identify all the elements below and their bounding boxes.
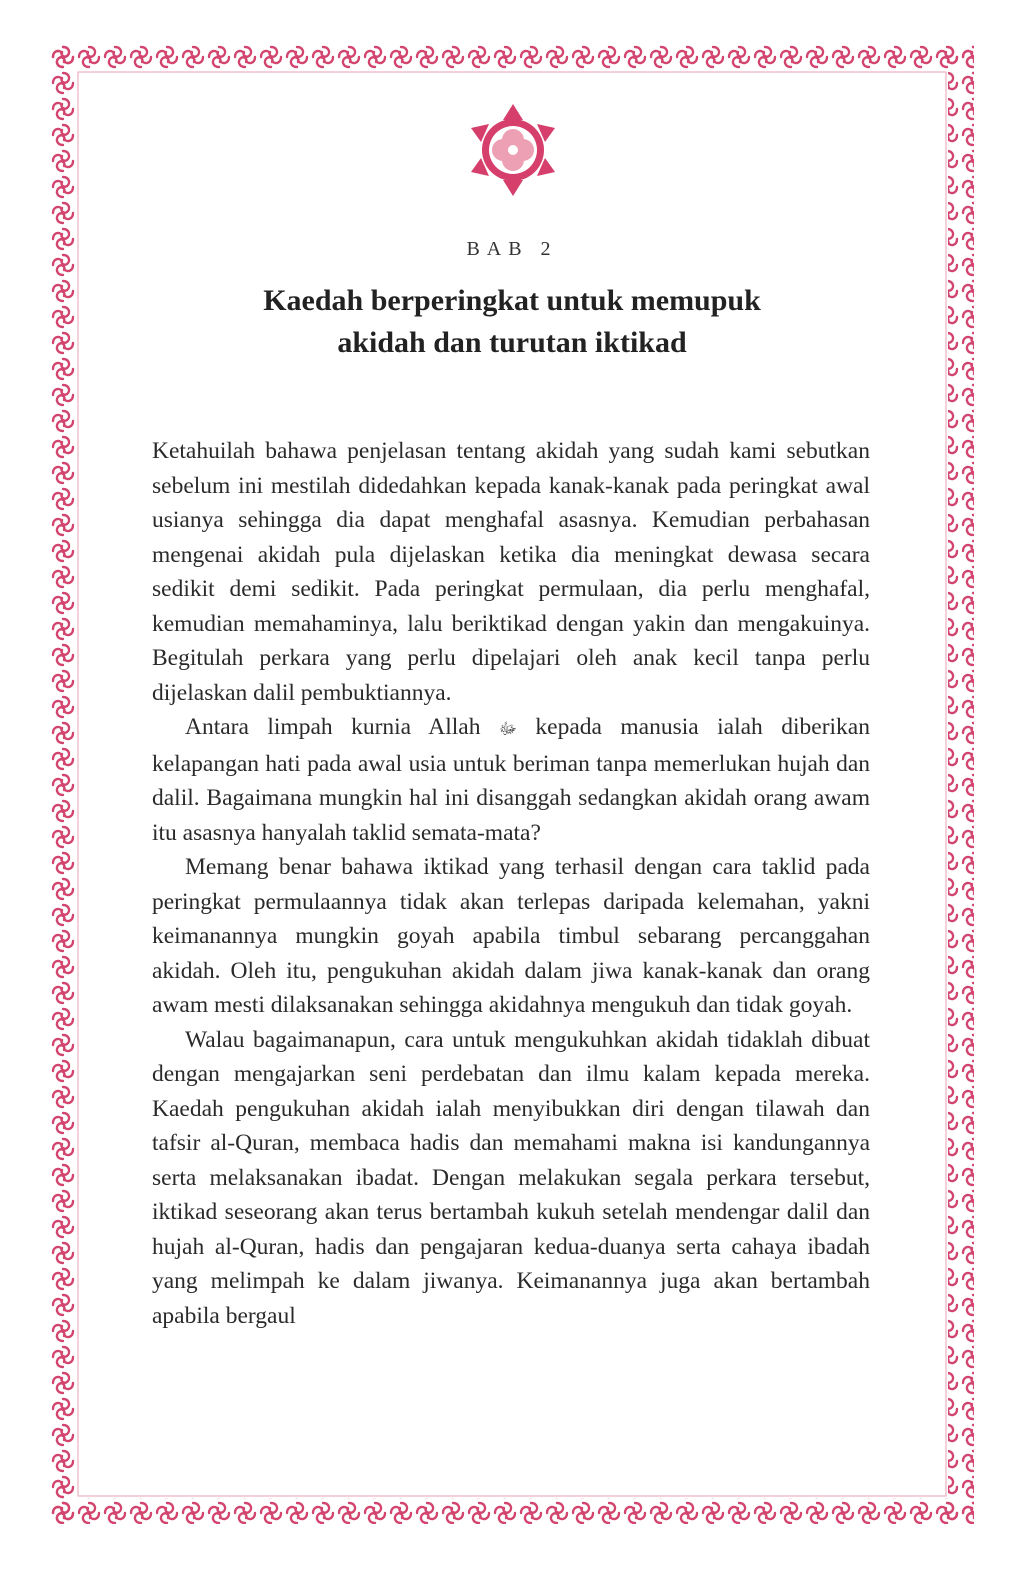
honorific-glyph: ﷻ	[498, 719, 517, 738]
chapter-title-line-1: Kaedah berperingkat untuk memupuk	[263, 284, 761, 317]
paragraph-2-start: Antara limpah kurnia Allah	[185, 714, 481, 740]
paragraph-2	[152, 710, 870, 850]
chapter-body	[152, 434, 870, 1333]
chapter-title	[162, 280, 862, 364]
chapter-number: BAB 2	[466, 238, 558, 260]
paragraph-4: Walau bagaimanapun, cara untuk mengukuhkan akidah tidaklah dibuat dengan mengajarkan seni perdebatan dan ilmu kalam kepada mereka. Kaedah pengukuhan akidah ialah menyibukkan diri dengan tilawah dan tafsir al-Quran, membaca hadis dan memahami makna isi kandungannya serta melaksanakan ibadat. Dengan melakukan segala perkara tersebut, iktikad seseorang akan terus bertambah kukuh setelah mendengar dalil dan hujah al-Quran, hadis dan pengajaran kedua-duanya serta cahaya ibadah yang melimpah ke dalam jiwanya. Keimanannya juga akan bertambah apabila bergaul	[152, 1026, 870, 1329]
paragraph-2-end: kepada manusia ialah diberikan kelapangan hati pada awal usia untuk beriman tanpa memerlukan hujah dan dalil. Bagaimana mungkin hal ini disanggah sedangkan akidah orang awam itu asasnya hanyalah taklid semata-mata?	[152, 714, 870, 846]
chapter-title-line-2: akidah dan turutan iktikad	[337, 326, 687, 359]
paragraph-3: Memang benar bahawa iktikad yang terhasil dengan cara taklid pada peringkat permulaannya tidak akan terlepas daripada kelemahan, yakni keimanannya mungkin goyah apabila timbul sebarang percanggahan akidah. Oleh itu, pengukuhan akidah dalam jiwa kanak-kanak dan orang awam mesti dilaksanakan sehingga akidahnya mengukuh dan tidak goyah.	[152, 854, 870, 1018]
flower-ornament-icon	[469, 102, 557, 198]
paragraph-1: Ketahuilah bahawa penjelasan tentang akidah yang sudah kami sebutkan sebelum ini mestilah didedahkan kepada kanak-kanak pada peringkat awal usianya sehingga dia dapat menghafal asasnya. Kemudian perbahasan mengenai akidah pula dijelaskan ketika dia meningkat dewasa secara sedikit demi sedikit. Pada peringkat permulaan, dia perlu menghafal, kemudian memahaminya, lalu beriktikad dengan yakin dan mengakuinya. Begitulah perkara yang perlu dipelajari oleh anak kecil tanpa perlu dijelaskan dalil pembuktiannya.	[152, 438, 870, 706]
